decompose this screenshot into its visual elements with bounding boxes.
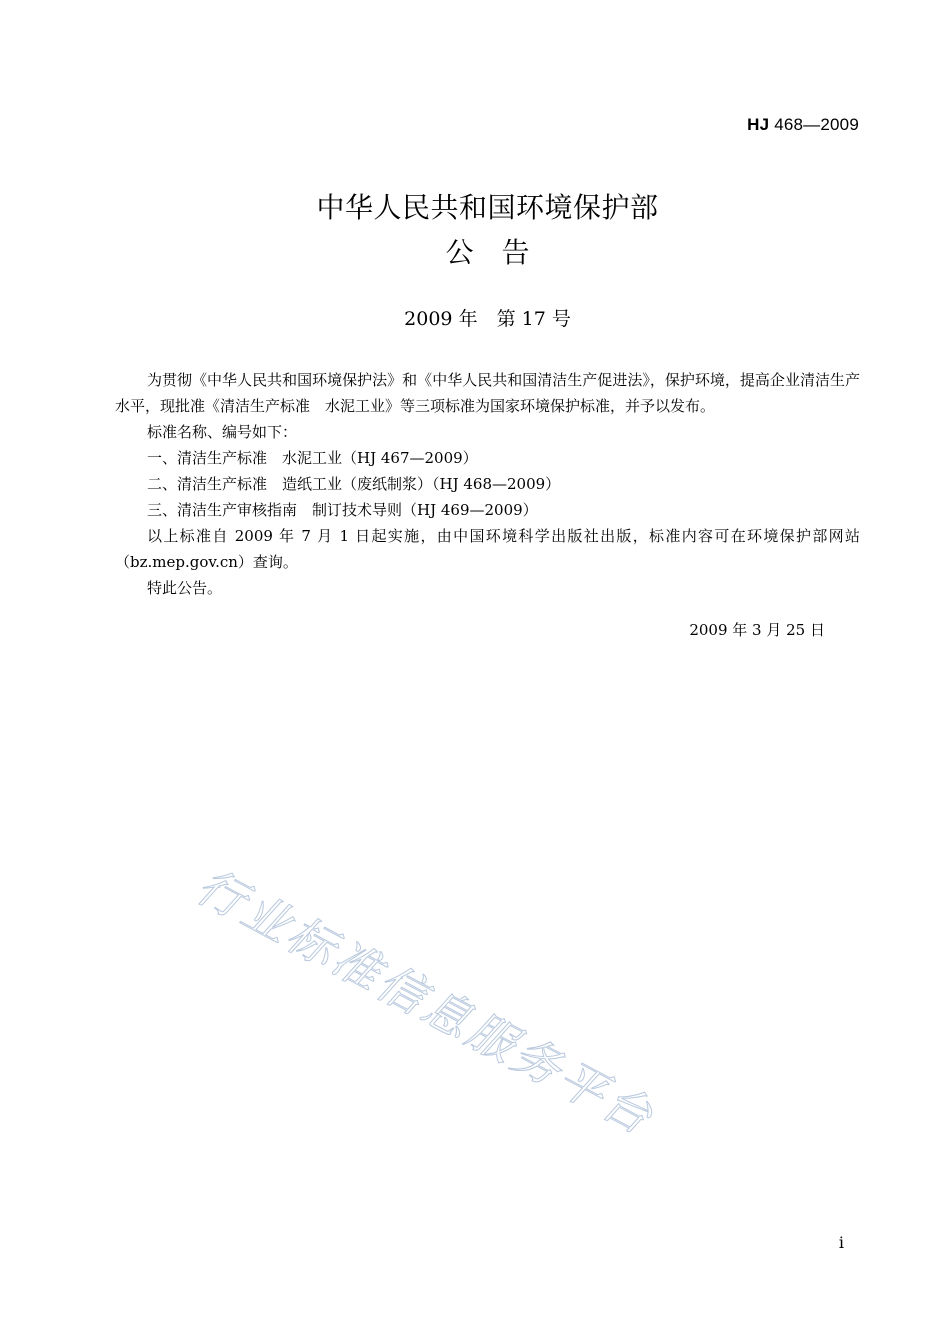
standard-code-number: 468—2009 bbox=[769, 115, 859, 134]
body-paragraph-effective: 以上标准自 2009 年 7 月 1 日起实施，由中国环境科学出版社出版，标准内容可在环境保护部网站（bz.mep.gov.cn）查询。 bbox=[115, 527, 860, 571]
body-list-item-1: 一、清洁生产标准 水泥工业（HJ 467—2009） bbox=[147, 449, 478, 467]
standard-code bbox=[747, 115, 859, 135]
body-paragraph-intro: 为贯彻《中华人民共和国环境保护法》和《中华人民共和国清洁生产促进法》，保护环境，提高企业清洁生产水平，现批准《清洁生产标准 水泥工业》等三项标准为国家环境保护标准，并予以发布。 bbox=[115, 371, 860, 415]
body-paragraph-closing: 特此公告。 bbox=[147, 579, 223, 597]
issue-date: 2009 年 3 月 25 日 bbox=[689, 621, 825, 639]
watermark: 行业标准信息服务平台 bbox=[187, 858, 664, 1147]
body-list-item-2: 二、清洁生产标准 造纸工业（废纸制浆）（HJ 468—2009） bbox=[147, 475, 561, 493]
announcement-title: 公 告 bbox=[445, 236, 530, 269]
body-list-item-3: 三、清洁生产审核指南 制订技术导则（HJ 469—2009） bbox=[147, 501, 538, 519]
ministry-title: 中华人民共和国环境保护部 bbox=[316, 191, 659, 224]
standard-code-prefix: HJ bbox=[747, 115, 770, 134]
announcement-body bbox=[115, 367, 860, 601]
page-number: i bbox=[838, 1233, 844, 1252]
notice-number: 2009 年 第 17 号 bbox=[404, 308, 571, 330]
body-paragraph-list-header: 标准名称、编号如下： bbox=[147, 423, 298, 441]
